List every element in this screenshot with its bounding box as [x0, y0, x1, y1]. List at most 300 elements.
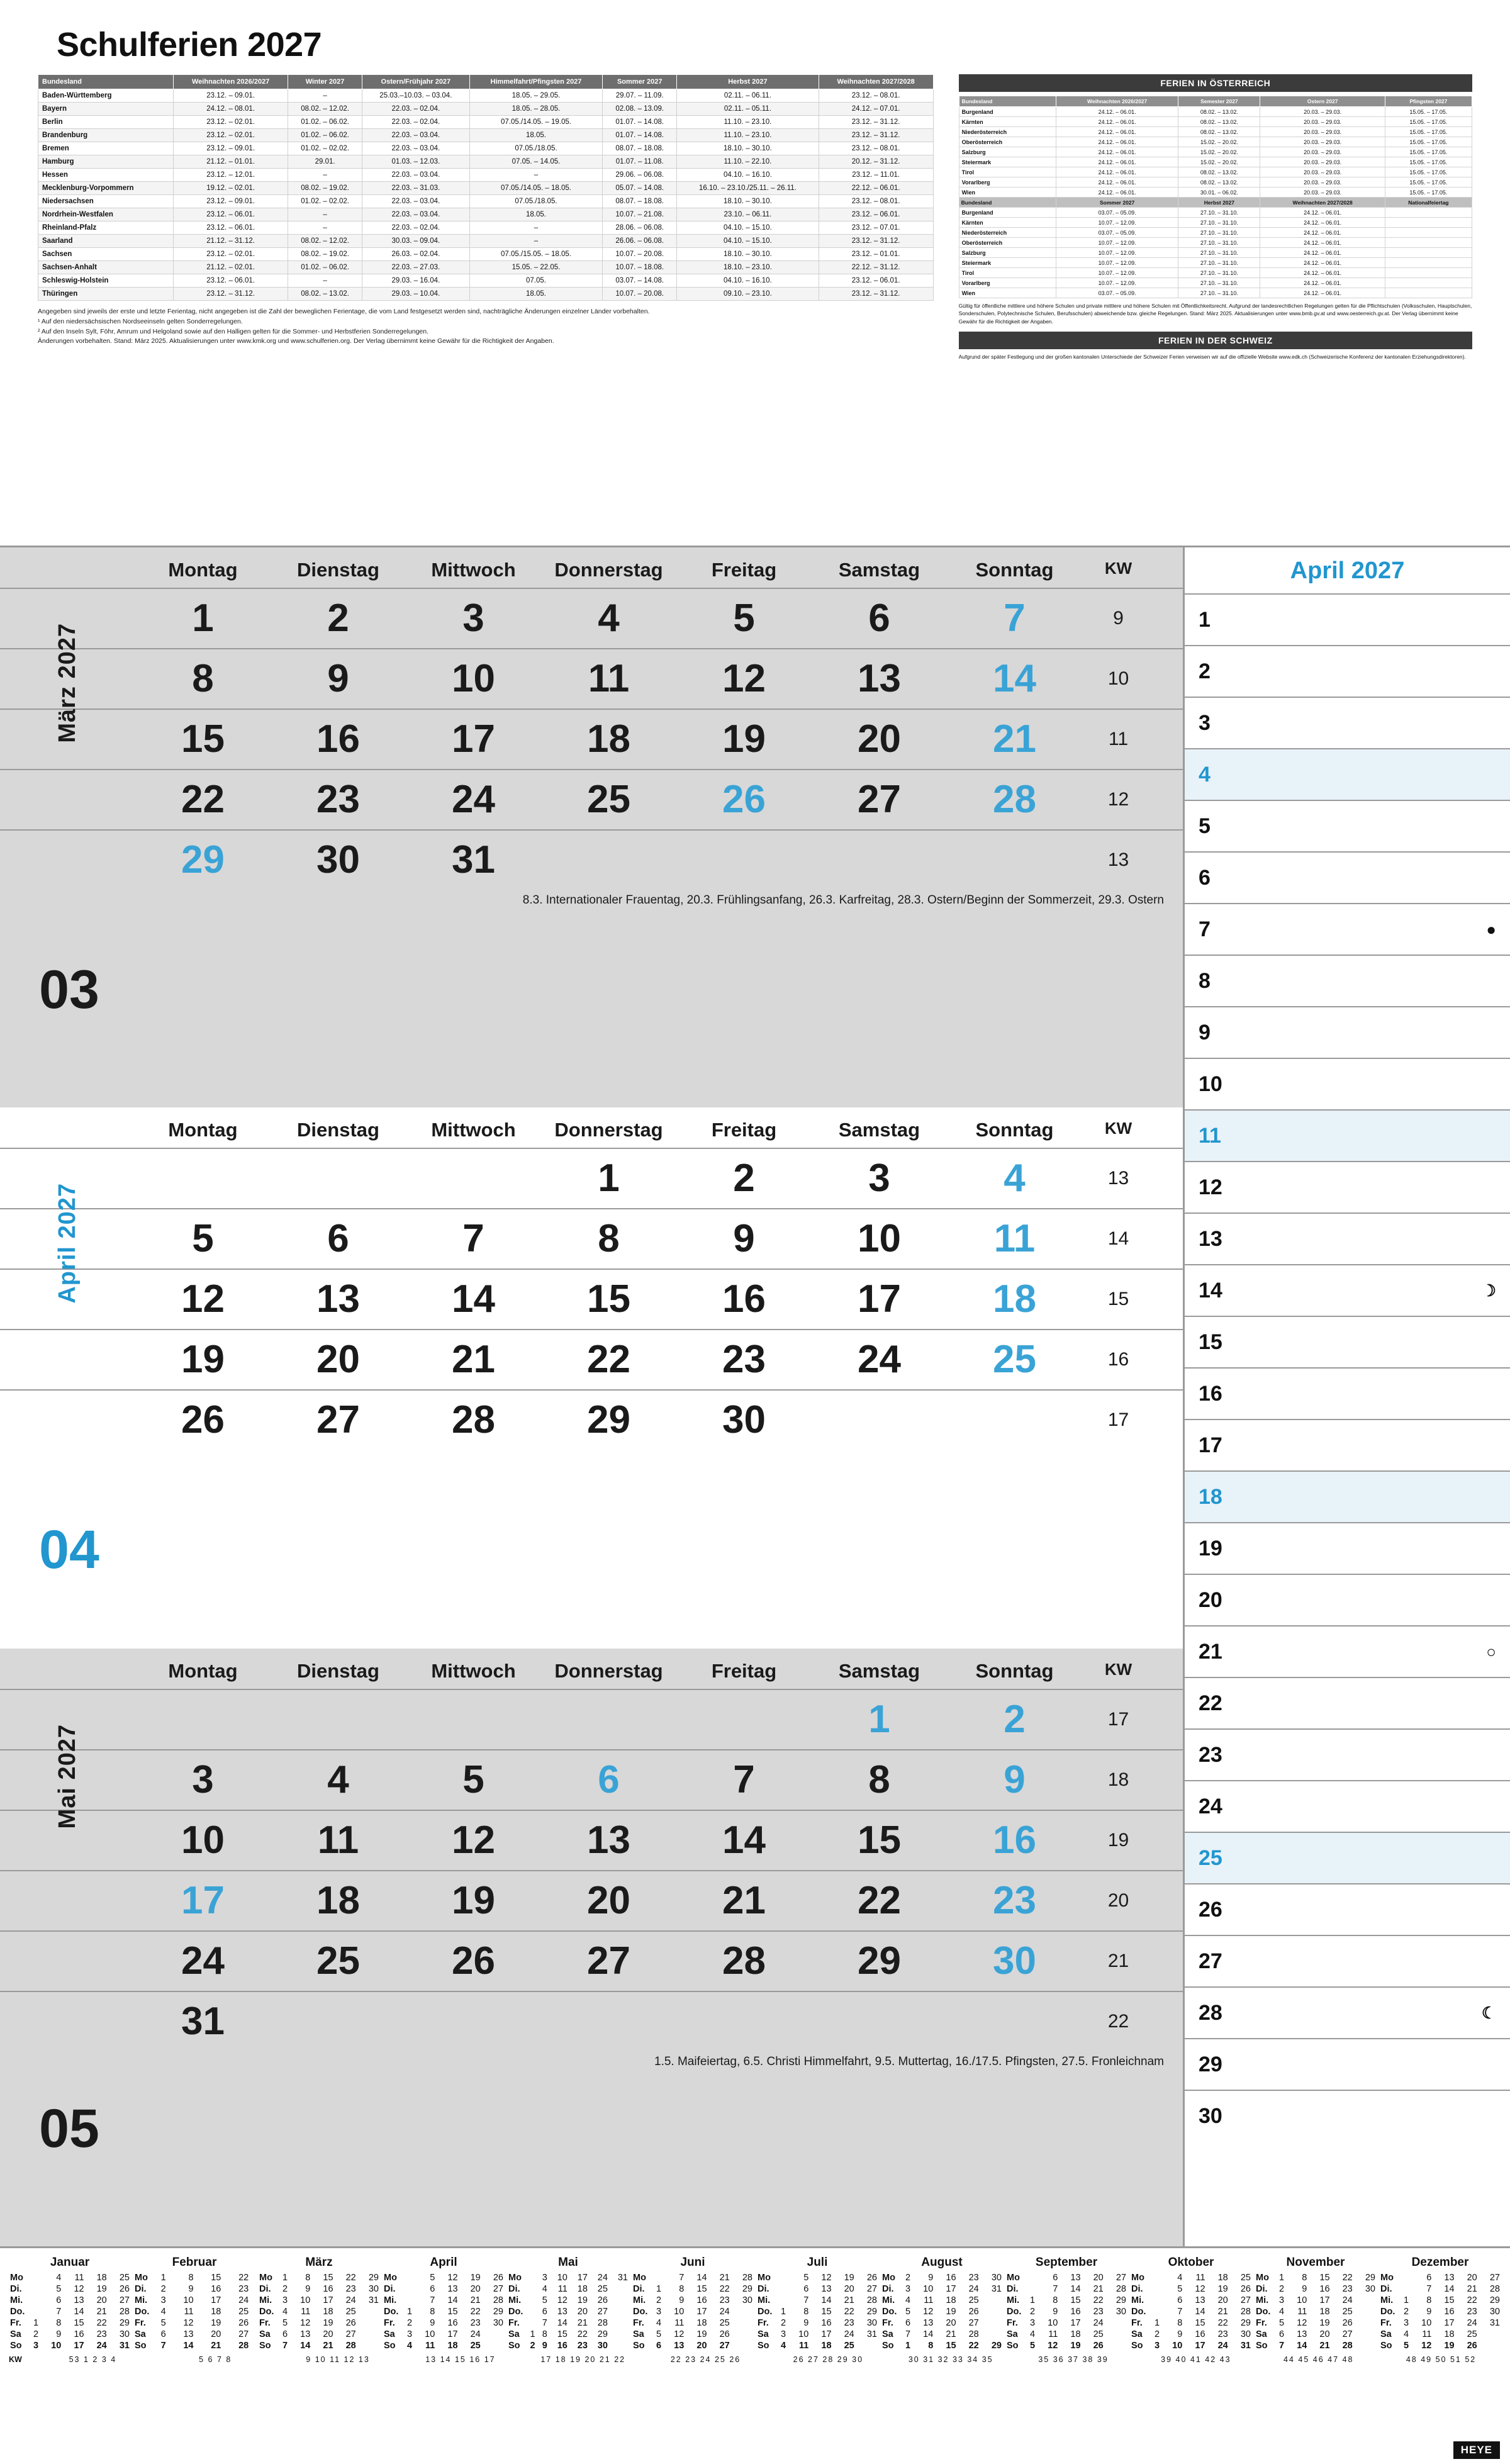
day-cell[interactable] — [812, 850, 947, 870]
day-cell[interactable]: 1 — [598, 1156, 620, 1200]
day-cell[interactable] — [676, 1710, 812, 1730]
overview-day — [731, 2306, 754, 2317]
sidebar-day-row[interactable] — [1185, 1058, 1510, 1109]
month-number: 04 — [39, 1520, 99, 1580]
day-cell[interactable]: 28 — [993, 778, 1036, 821]
day-cell[interactable]: 7 — [733, 1758, 755, 1801]
sidebar-day-row[interactable] — [1185, 1935, 1510, 1986]
overview-weekday-label: Sa — [259, 2329, 271, 2339]
de-cell: 01.02. – 02.02. — [288, 142, 362, 155]
day-cell[interactable] — [135, 1710, 271, 1730]
day-cell[interactable]: 13 — [587, 1818, 630, 1862]
overview-weekday-label: Do. — [10, 2307, 25, 2317]
day-cell[interactable]: 31 — [181, 2000, 225, 2043]
at-cell: 24.12. – 06.01. — [1260, 288, 1385, 298]
sidebar-day-number: 22 — [1199, 1691, 1222, 1715]
de-cell: 01.07. – 14.08. — [603, 129, 677, 142]
weekday-label: Mittwoch — [431, 559, 516, 581]
overview-weekday-label: So — [1131, 2341, 1143, 2351]
overview-day: 27 — [968, 2318, 979, 2328]
day-cell[interactable] — [541, 1710, 676, 1730]
day-cell[interactable]: 18 — [587, 717, 630, 761]
kw-header: KW — [1104, 1119, 1132, 1138]
weekday-label: Sonntag — [975, 1119, 1054, 1141]
day-cell[interactable] — [676, 850, 812, 870]
day-cell[interactable]: 7 — [462, 1217, 484, 1260]
day-cell[interactable]: 11 — [317, 1818, 359, 1862]
overview-day: 27 — [1342, 2329, 1353, 2339]
overview-day: 19 — [323, 2318, 333, 2328]
day-cell[interactable]: 14 — [993, 657, 1036, 700]
overview-day: 10 — [425, 2329, 435, 2339]
sidebar-day-row[interactable] — [1185, 955, 1510, 1006]
table-row — [959, 167, 1472, 177]
day-cell[interactable]: 4 — [598, 596, 620, 640]
sidebar-day-row[interactable] — [1185, 1006, 1510, 1058]
day-cell[interactable]: 27 — [587, 1939, 630, 1983]
day-cell[interactable]: 23 — [722, 1338, 766, 1381]
sidebar-day-row[interactable] — [1185, 1832, 1510, 1883]
day-cell[interactable] — [812, 2012, 947, 2032]
overview-day: 13 — [447, 2284, 458, 2294]
overview-weekday-label: So — [10, 2341, 22, 2351]
sidebar-day-row[interactable] — [1185, 1419, 1510, 1470]
table-row — [959, 147, 1472, 157]
overview-kw-numbers: 35 36 37 38 39 — [1038, 2355, 1109, 2364]
overview-day: 23 — [238, 2284, 249, 2294]
day-cell[interactable]: 5 — [192, 1217, 214, 1260]
overview-day — [731, 2317, 754, 2329]
day-cell[interactable]: 20 — [858, 717, 901, 761]
day-cell[interactable]: 19 — [722, 717, 766, 761]
overview-weekday-label: Di. — [1380, 2284, 1392, 2294]
day-cell[interactable]: 17 — [452, 717, 495, 761]
table-row — [38, 169, 934, 182]
kw-cell: 22 — [1107, 2011, 1129, 2032]
day-cell[interactable]: 10 — [858, 1217, 901, 1260]
day-cell[interactable]: 8 — [868, 1758, 890, 1801]
de-cell: 23.12. – 02.01. — [174, 116, 288, 129]
overview-day: 22 — [968, 2341, 979, 2351]
table-row — [38, 208, 934, 221]
overview-month — [881, 2256, 1003, 2351]
day-cell[interactable]: 14 — [452, 1277, 495, 1321]
day-cell[interactable]: 26 — [722, 778, 766, 821]
overview-day: 30 — [1116, 2307, 1126, 2317]
table-row — [959, 137, 1472, 147]
day-cell[interactable]: 7 — [1004, 596, 1026, 640]
de-cell: Niedersachsen — [38, 195, 174, 208]
sidebar-day-row[interactable] — [1185, 1574, 1510, 1625]
day-cell[interactable] — [812, 1410, 947, 1430]
day-cell[interactable]: 21 — [452, 1338, 495, 1381]
day-cell[interactable]: 14 — [722, 1818, 766, 1862]
overview-day: 8 — [1302, 2273, 1307, 2283]
day-cell[interactable]: 15 — [181, 717, 225, 761]
day-cell[interactable]: 25 — [993, 1338, 1036, 1381]
day-cell[interactable] — [541, 2012, 676, 2032]
day-cell[interactable]: 18 — [316, 1879, 360, 1922]
day-cell[interactable]: 18 — [993, 1277, 1036, 1321]
day-cell[interactable]: 17 — [858, 1277, 901, 1321]
overview-day: 20 — [1467, 2273, 1477, 2283]
overview-day — [980, 2317, 1003, 2329]
overview-row — [133, 2329, 255, 2340]
day-cell[interactable]: 10 — [452, 657, 495, 700]
overview-day: 18 — [1070, 2329, 1081, 2339]
de-cell: 28.06. – 06.08. — [603, 221, 677, 235]
at-cell: Vorarlberg — [959, 278, 1056, 288]
sidebar-day-row[interactable] — [1185, 1470, 1510, 1522]
overview-day: 16 — [1195, 2329, 1205, 2339]
sidebar-day-row[interactable] — [1185, 1677, 1510, 1728]
day-cell[interactable]: 11 — [993, 1217, 1036, 1260]
day-cell[interactable]: 2 — [1004, 1698, 1026, 1741]
table-row — [959, 117, 1472, 127]
day-cell[interactable]: 6 — [327, 1217, 349, 1260]
day-cell[interactable]: 2 — [733, 1156, 755, 1200]
day-cell[interactable]: 15 — [858, 1818, 901, 1862]
overview-day: 29 — [119, 2318, 130, 2328]
overview-row — [1379, 2295, 1501, 2306]
overview-day: 21 — [470, 2295, 481, 2305]
day-cell[interactable]: 30 — [993, 1939, 1036, 1983]
overview-day: 31 — [119, 2341, 130, 2351]
sidebar-day-row[interactable] — [1185, 1367, 1510, 1419]
overview-row — [1255, 2306, 1377, 2317]
sidebar-day-row[interactable] — [1185, 903, 1510, 955]
overview-day: 3 — [33, 2341, 39, 2351]
overview-weekday-label: Mo — [135, 2273, 148, 2283]
at-cell: Burgenland — [959, 107, 1056, 117]
overview-weekday-label: Di. — [135, 2284, 147, 2294]
de-col-header: Winter 2027 — [288, 75, 362, 89]
day-cell[interactable]: 6 — [868, 596, 890, 640]
sidebar-day-number: 29 — [1199, 2052, 1222, 2076]
overview-kw-label: KW — [9, 2355, 22, 2364]
overview-day: 29 — [1240, 2318, 1251, 2328]
at-cell: Steiermark — [959, 258, 1056, 268]
day-cell[interactable]: 20 — [587, 1879, 630, 1922]
overview-row — [258, 2272, 380, 2283]
day-cell[interactable]: 22 — [587, 1338, 630, 1381]
sidebar-day-number: 13 — [1199, 1226, 1222, 1251]
overview-day: 21 — [1319, 2341, 1330, 2351]
table-row — [959, 208, 1472, 218]
kw-cell: 21 — [1107, 1951, 1129, 1971]
sidebar-day-row[interactable] — [1185, 1625, 1510, 1677]
de-cell: 04.10. – 16.10. — [677, 274, 819, 288]
sidebar-day-row[interactable] — [1185, 748, 1510, 800]
day-cell[interactable]: 9 — [327, 657, 349, 700]
overview-day — [400, 2283, 413, 2295]
day-cell[interactable]: 4 — [327, 1758, 349, 1801]
de-col-header: Sommer 2027 — [603, 75, 677, 89]
overview-day: 15 — [447, 2307, 458, 2317]
overview-day: 12 — [74, 2284, 84, 2294]
de-cell: 23.12. – 31.12. — [819, 235, 933, 248]
overview-day: 12 — [674, 2329, 685, 2339]
day-cell[interactable]: 16 — [993, 1818, 1036, 1862]
day-cell[interactable]: 26 — [181, 1398, 225, 1442]
overview-day: 11 — [1048, 2329, 1058, 2339]
day-cell[interactable]: 9 — [1004, 1758, 1026, 1801]
overview-day: 26 — [493, 2273, 503, 2283]
day-cell[interactable] — [676, 2012, 812, 2032]
day-cell[interactable]: 2 — [327, 596, 349, 640]
overview-day: 3 — [1030, 2318, 1036, 2328]
day-cell[interactable]: 25 — [316, 1939, 360, 1983]
sidebar-day-row[interactable] — [1185, 697, 1510, 748]
overview-row — [258, 2295, 380, 2306]
day-cell[interactable]: 20 — [316, 1338, 360, 1381]
day-cell[interactable] — [406, 1710, 541, 1730]
day-cell[interactable]: 29 — [858, 1939, 901, 1983]
table-row — [959, 127, 1472, 137]
overview-weekday-label: Di. — [1007, 2284, 1019, 2294]
day-cell[interactable]: 15 — [587, 1277, 630, 1321]
overview-day: 14 — [1070, 2284, 1081, 2294]
sidebar-day-row[interactable] — [1185, 645, 1510, 697]
day-cell[interactable]: 11 — [588, 657, 630, 700]
sidebar-day-row[interactable] — [1185, 1883, 1510, 1935]
day-cell[interactable]: 8 — [192, 657, 214, 700]
overview-row — [1130, 2272, 1252, 2283]
at-cell: Vorarlberg — [959, 177, 1056, 188]
de-cell: 23.12. – 31.12. — [819, 116, 933, 129]
overview-day: 10 — [557, 2273, 568, 2283]
table-row — [959, 177, 1472, 188]
overview-day: 6 — [1279, 2329, 1285, 2339]
overview-day: 23 — [719, 2295, 730, 2305]
day-cell[interactable]: 29 — [181, 838, 225, 882]
sidebar-day-number: 7 — [1199, 917, 1211, 941]
sidebar-day-row[interactable] — [1185, 1780, 1510, 1832]
day-cell[interactable]: 10 — [181, 1818, 225, 1862]
overview-row — [756, 2283, 878, 2295]
day-cell[interactable] — [271, 2012, 406, 2032]
overview-day: 9 — [430, 2318, 435, 2328]
day-cell[interactable]: 27 — [316, 1398, 360, 1442]
overview-weekday-label: Fr. — [1380, 2318, 1392, 2328]
overview-weekday-label: Sa — [1007, 2329, 1018, 2339]
day-cell[interactable] — [947, 850, 1082, 870]
de-cell: Berlin — [38, 116, 174, 129]
at-cell: 24.12. – 06.01. — [1260, 208, 1385, 218]
overview-day — [524, 2295, 536, 2306]
sidebar-day-row[interactable] — [1185, 1522, 1510, 1574]
sidebar-day-row[interactable] — [1185, 851, 1510, 903]
sidebar-day-row[interactable] — [1185, 2038, 1510, 2090]
day-cell[interactable]: 30 — [316, 838, 360, 882]
de-cell: 11.10. – 22.10. — [677, 155, 819, 169]
sidebar-day-row[interactable] — [1185, 1212, 1510, 1264]
overview-day: 23 — [577, 2341, 588, 2351]
sidebar-day-row[interactable] — [1185, 1316, 1510, 1367]
overview-day: 3 — [407, 2329, 413, 2339]
day-cell[interactable]: 29 — [587, 1398, 630, 1442]
overview-weekday-label: Do. — [508, 2307, 523, 2317]
day-cell[interactable]: 23 — [993, 1879, 1036, 1922]
kw-cell: 20 — [1107, 1890, 1129, 1911]
day-cell[interactable] — [271, 1168, 406, 1189]
day-cell[interactable] — [271, 1710, 406, 1730]
day-cell[interactable]: 13 — [316, 1277, 360, 1321]
sidebar-day-row[interactable] — [1185, 1986, 1510, 2038]
day-cell[interactable] — [135, 1168, 271, 1189]
overview-kw-numbers: 48 49 50 51 52 — [1406, 2355, 1477, 2364]
day-cell[interactable]: 28 — [722, 1939, 766, 1983]
overview-day: 10 — [674, 2307, 685, 2317]
overview-day: 26 — [119, 2284, 130, 2294]
at-cell: 24.12. – 06.01. — [1056, 137, 1178, 147]
day-cell[interactable]: 12 — [722, 657, 766, 700]
day-cell[interactable]: 3 — [868, 1156, 890, 1200]
overview-day — [250, 2317, 255, 2329]
day-cell[interactable]: 19 — [452, 1879, 495, 1922]
de-cell: – — [288, 221, 362, 235]
day-cell[interactable] — [947, 1410, 1082, 1430]
overview-day: 20 — [696, 2341, 707, 2351]
overview-day — [1022, 2272, 1036, 2283]
overview-day: 30 — [597, 2341, 608, 2351]
day-cell[interactable]: 5 — [462, 1758, 484, 1801]
at-cell: 24.12. – 06.01. — [1260, 268, 1385, 278]
day-cell[interactable] — [541, 850, 676, 870]
at-cell: 08.02. – 13.02. — [1178, 167, 1260, 177]
day-cell[interactable]: 27 — [858, 778, 901, 821]
at-cell: Burgenland — [959, 208, 1056, 218]
sidebar-day-row[interactable] — [1185, 2090, 1510, 2141]
overview-day: 12 — [1421, 2341, 1432, 2351]
overview-day: 2 — [407, 2318, 413, 2328]
de-cell: Hessen — [38, 169, 174, 182]
de-cell: 21.12. – 01.01. — [174, 155, 288, 169]
overview-day: 21 — [1467, 2284, 1477, 2294]
sidebar-day-row[interactable] — [1185, 593, 1510, 645]
overview-day: 16 — [557, 2341, 568, 2351]
day-cell[interactable]: 3 — [462, 596, 484, 640]
day-cell[interactable]: 13 — [858, 657, 901, 700]
overview-month-name: August — [921, 2256, 963, 2269]
day-cell[interactable]: 1 — [192, 596, 214, 640]
overview-day: 21 — [946, 2329, 956, 2339]
day-cell[interactable]: 19 — [181, 1338, 225, 1381]
overview-kw-numbers: 53 1 2 3 4 — [69, 2355, 117, 2364]
sidebar-day-number: 6 — [1199, 865, 1211, 890]
day-cell[interactable]: 25 — [587, 778, 630, 821]
day-cell[interactable]: 6 — [598, 1758, 620, 1801]
day-cell[interactable] — [406, 2012, 541, 2032]
at-cell: 15.05. – 17.05. — [1385, 177, 1472, 188]
day-cell[interactable]: 5 — [733, 596, 755, 640]
table-row — [959, 258, 1472, 268]
day-cell[interactable]: 16 — [316, 717, 360, 761]
day-cell[interactable]: 24 — [452, 778, 495, 821]
at-col-header: Semester 2027 — [1178, 96, 1260, 107]
day-cell[interactable]: 22 — [181, 778, 225, 821]
overview-day: 27 — [1489, 2273, 1500, 2283]
day-cell[interactable]: 22 — [858, 1879, 901, 1922]
at-cell: Kärnten — [959, 117, 1056, 127]
week-row — [0, 588, 1183, 648]
overview-day — [1022, 2283, 1036, 2295]
overview-weekday-label: Do. — [259, 2307, 274, 2317]
day-cell[interactable]: 26 — [452, 1939, 495, 1983]
day-cell[interactable]: 1 — [868, 1698, 890, 1741]
day-cell[interactable]: 4 — [1004, 1156, 1026, 1200]
overview-day: 1 — [282, 2273, 288, 2283]
day-cell[interactable]: 9 — [733, 1217, 755, 1260]
overview-row — [9, 2340, 131, 2351]
overview-day: 28 — [1489, 2284, 1500, 2294]
at-cell: 24.12. – 06.01. — [1260, 238, 1385, 248]
day-cell[interactable] — [947, 2012, 1082, 2032]
overview-weekday-label: Mi. — [384, 2295, 397, 2305]
overview-day: 7 — [160, 2341, 166, 2351]
overview-weekday-label: Sa — [1256, 2329, 1267, 2339]
sidebar-day-row[interactable] — [1185, 1161, 1510, 1212]
day-cell[interactable]: 24 — [181, 1939, 225, 1983]
sidebar-day-row[interactable] — [1185, 800, 1510, 851]
day-cell[interactable]: 31 — [452, 838, 495, 882]
day-cell[interactable]: 21 — [722, 1879, 766, 1922]
overview-day: 25 — [1240, 2273, 1251, 2283]
overview-weekday-label: Di. — [259, 2284, 271, 2294]
week-row — [0, 1810, 1183, 1870]
overview-weekday-label: Mo — [758, 2273, 771, 2283]
overview-day: 17 — [211, 2295, 221, 2305]
de-cell: 08.07. – 18.08. — [603, 195, 677, 208]
at-cell: 24.12. – 06.01. — [1260, 278, 1385, 288]
overview-day: 26 — [1467, 2341, 1477, 2351]
sidebar-day-row[interactable] — [1185, 1264, 1510, 1316]
sidebar-day-row[interactable] — [1185, 1109, 1510, 1161]
sidebar-day-row[interactable] — [1185, 1728, 1510, 1780]
day-cell[interactable] — [406, 1168, 541, 1189]
at-cell — [1385, 238, 1472, 248]
week-row — [0, 1991, 1183, 2051]
de-cell: 22.03. – 02.04. — [362, 221, 470, 235]
day-cell[interactable]: 23 — [316, 778, 360, 821]
overview-day: 13 — [923, 2318, 934, 2328]
overview-month-name: Januar — [50, 2256, 90, 2269]
day-cell[interactable]: 21 — [993, 717, 1036, 761]
day-cell[interactable]: 12 — [452, 1818, 495, 1862]
overview-day: 5 — [430, 2273, 435, 2283]
overview-month — [1379, 2256, 1501, 2351]
overview-row — [133, 2272, 255, 2283]
day-cell[interactable]: 24 — [858, 1338, 901, 1381]
de-cell: 07.05./14.05. – 19.05. — [469, 116, 603, 129]
overview-day: 26 — [1342, 2318, 1353, 2328]
day-cell[interactable]: 17 — [181, 1879, 225, 1922]
weekday-label: Samstag — [838, 1660, 920, 1682]
sidebar-day-number: 25 — [1199, 1845, 1222, 1870]
overview-day — [609, 2329, 629, 2340]
day-cell[interactable]: 8 — [598, 1217, 620, 1260]
day-cell[interactable]: 28 — [452, 1398, 495, 1442]
day-cell[interactable]: 12 — [181, 1277, 225, 1321]
day-cell[interactable]: 3 — [192, 1758, 214, 1801]
day-cell[interactable]: 30 — [722, 1398, 766, 1442]
de-cell: 08.02. – 19.02. — [288, 248, 362, 261]
page-title: Schulferien 2027 — [57, 26, 322, 64]
day-cell[interactable]: 16 — [722, 1277, 766, 1321]
overview-day: 2 — [530, 2341, 535, 2351]
month-notes-sidebar — [1183, 547, 1510, 2246]
kw-cell: 13 — [1107, 849, 1129, 870]
